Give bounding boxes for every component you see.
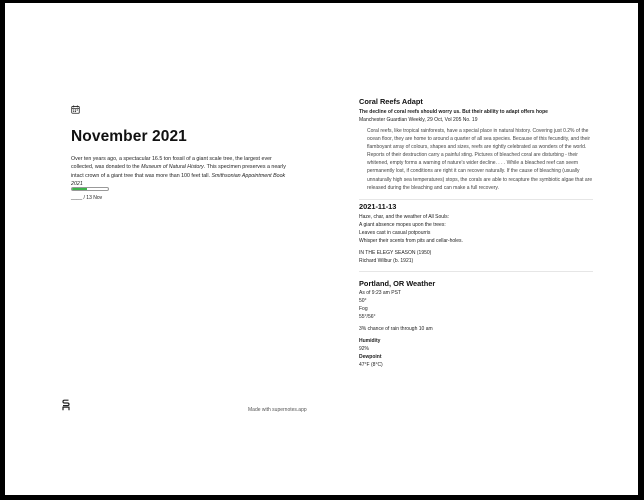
dewpoint-value: 47°F (8°C): [359, 362, 383, 368]
fossil-text-end: . This specimen preserves a nearly intact crown of a giant tree that was more than 100 feet tall.: [71, 164, 286, 179]
poem-book: IN THE ELEGY SEASON (1950): [359, 250, 432, 256]
month-progress-bar: [71, 187, 109, 191]
museum-name: Museum of Natural History: [141, 164, 204, 171]
coral-quote: Coral reefs, like tropical rainforests, have a special place in natural history. Covering just 0.2% of the ocean floor, they are home to around a quarter of all sea species. Because of this fecundity, and their flamboyant array of colours, shapes and sizes, reefs are rightly celebrated as wonders of the world. Reports of their destruction carry a painful sting. Pictures of bleached coral are disturbing - their whitened, empty forms a warning of nature's wider decline. . . . While a bleached reef can seem permanently lost, if conditions are right it can recover naturally. If the cause of bleaching (usually unnaturally high sea temperatures) stops, the corals are able to recapture the symbiotic algae that are released during the bleaching and can make a full recovery.: [367, 128, 593, 191]
poem-date: 2021-11-13: [359, 202, 397, 211]
weather-temp: 50°: [359, 298, 367, 304]
coral-source: Manchester Guardian Weekly, 29 Oct, Vol 205 No. 19: [359, 117, 478, 123]
calendar-icon: [71, 105, 80, 114]
weather-as-of: As of 9:23 am PST: [359, 290, 401, 296]
weather-hi-lo: 55°/56°: [359, 314, 376, 320]
poem-line: Whisper their scents from pits and cellar-holes.: [359, 238, 463, 244]
weather-title: Portland, OR Weather: [359, 279, 436, 288]
progress-label: ____ / 13 Nov: [71, 195, 103, 201]
month-title: November 2021: [71, 128, 187, 145]
poem-line: Haze, char, and the weather of All Souls:: [359, 214, 450, 220]
coral-title: Coral Reefs Adapt: [359, 97, 423, 106]
dewpoint-label: Dewpoint: [359, 354, 382, 360]
humidity-label: Humidity: [359, 338, 381, 344]
coral-subtitle: The decline of coral reefs should worry us. But their ability to adapt offers hope: [359, 109, 548, 115]
weather-rain: 3% chance of rain through 10 am: [359, 326, 433, 332]
weather-condition: Fog: [359, 306, 368, 312]
fossil-source: Smithsonian Appointment Book 2021: [71, 172, 286, 188]
divider: [359, 271, 593, 272]
poem-line: Leaves cast in casual potpourris: [359, 230, 431, 236]
poem-line: A giant absence mopes upon the trees:: [359, 222, 446, 228]
humidity-value: 92%: [359, 346, 370, 352]
supernotes-logo: [62, 399, 70, 411]
fossil-note: [71, 155, 293, 189]
month-progress-fill: [72, 188, 87, 190]
footer-made-with: Made with supernotes.app: [248, 407, 307, 413]
divider: [359, 199, 593, 200]
poem-author: Richard Wilbur (b. 1921): [359, 258, 414, 264]
page: [5, 3, 638, 495]
fossil-text: Over ten years ago, a spectacular 16.5 ton fossil of a giant scale tree, the largest ever collected, was donated to the: [71, 156, 272, 171]
